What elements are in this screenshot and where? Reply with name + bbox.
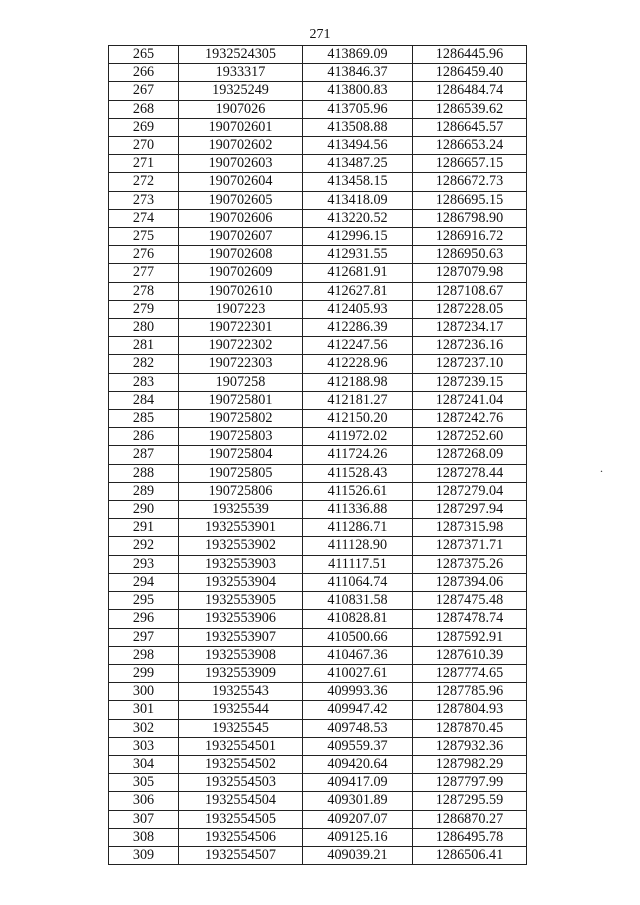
point-code-cell: 1932554506	[179, 828, 303, 846]
point-number-cell: 282	[109, 355, 179, 373]
y-coordinate-cell: 1287797.99	[413, 774, 527, 792]
x-coordinate-cell: 409947.42	[303, 701, 413, 719]
point-number-cell: 301	[109, 701, 179, 719]
table-body	[109, 46, 527, 865]
point-code-cell: 1932553903	[179, 555, 303, 573]
y-coordinate-cell: 1287315.98	[413, 519, 527, 537]
point-number-cell: 305	[109, 774, 179, 792]
point-number-cell: 276	[109, 246, 179, 264]
x-coordinate-cell: 412228.96	[303, 355, 413, 373]
table-row	[109, 319, 527, 337]
table-row	[109, 282, 527, 300]
y-coordinate-cell: 1286459.40	[413, 64, 527, 82]
table-row	[109, 828, 527, 846]
y-coordinate-cell: 1286495.78	[413, 828, 527, 846]
y-coordinate-cell: 1287108.67	[413, 282, 527, 300]
point-number-cell: 269	[109, 118, 179, 136]
x-coordinate-cell: 409559.37	[303, 737, 413, 755]
y-coordinate-cell: 1287932.36	[413, 737, 527, 755]
coordinates-table	[108, 45, 527, 865]
y-coordinate-cell: 1287278.44	[413, 464, 527, 482]
point-code-cell: 190702606	[179, 209, 303, 227]
x-coordinate-cell: 411064.74	[303, 573, 413, 591]
y-coordinate-cell: 1287279.04	[413, 482, 527, 500]
table-row	[109, 82, 527, 100]
x-coordinate-cell: 413418.09	[303, 191, 413, 209]
point-code-cell: 190725804	[179, 446, 303, 464]
table-row	[109, 337, 527, 355]
y-coordinate-cell: 1286672.73	[413, 173, 527, 191]
x-coordinate-cell: 413458.15	[303, 173, 413, 191]
point-number-cell: 273	[109, 191, 179, 209]
table-row	[109, 300, 527, 318]
y-coordinate-cell: 1287375.26	[413, 555, 527, 573]
y-coordinate-cell: 1287475.48	[413, 592, 527, 610]
point-number-cell: 270	[109, 137, 179, 155]
point-number-cell: 268	[109, 100, 179, 118]
table-row	[109, 683, 527, 701]
y-coordinate-cell: 1286695.15	[413, 191, 527, 209]
x-coordinate-cell: 409993.36	[303, 683, 413, 701]
y-coordinate-cell: 1287610.39	[413, 646, 527, 664]
x-coordinate-cell: 409748.53	[303, 719, 413, 737]
table-row	[109, 846, 527, 864]
table-row	[109, 228, 527, 246]
point-number-cell: 265	[109, 46, 179, 64]
x-coordinate-cell: 412405.93	[303, 300, 413, 318]
point-code-cell: 1932554501	[179, 737, 303, 755]
point-code-cell: 190702603	[179, 155, 303, 173]
point-number-cell: 298	[109, 646, 179, 664]
x-coordinate-cell: 413846.37	[303, 64, 413, 82]
point-number-cell: 300	[109, 683, 179, 701]
point-number-cell: 290	[109, 501, 179, 519]
y-coordinate-cell: 1287228.05	[413, 300, 527, 318]
y-coordinate-cell: 1286798.90	[413, 209, 527, 227]
y-coordinate-cell: 1287239.15	[413, 373, 527, 391]
point-number-cell: 291	[109, 519, 179, 537]
table-row	[109, 810, 527, 828]
x-coordinate-cell: 413487.25	[303, 155, 413, 173]
table-row	[109, 501, 527, 519]
y-coordinate-cell: 1286484.74	[413, 82, 527, 100]
x-coordinate-cell: 411972.02	[303, 428, 413, 446]
point-number-cell: 285	[109, 410, 179, 428]
table-row	[109, 646, 527, 664]
table-row	[109, 537, 527, 555]
table-row	[109, 774, 527, 792]
table-row	[109, 464, 527, 482]
point-number-cell: 288	[109, 464, 179, 482]
x-coordinate-cell: 412681.91	[303, 264, 413, 282]
point-code-cell: 190725803	[179, 428, 303, 446]
table-row	[109, 664, 527, 682]
y-coordinate-cell: 1287237.10	[413, 355, 527, 373]
table-row	[109, 792, 527, 810]
point-number-cell: 275	[109, 228, 179, 246]
table-row	[109, 173, 527, 191]
x-coordinate-cell: 412931.55	[303, 246, 413, 264]
point-number-cell: 278	[109, 282, 179, 300]
point-number-cell: 267	[109, 82, 179, 100]
point-code-cell: 190702602	[179, 137, 303, 155]
x-coordinate-cell: 410467.36	[303, 646, 413, 664]
y-coordinate-cell: 1287394.06	[413, 573, 527, 591]
point-code-cell: 190702605	[179, 191, 303, 209]
x-coordinate-cell: 409207.07	[303, 810, 413, 828]
point-number-cell: 272	[109, 173, 179, 191]
y-coordinate-cell: 1286916.72	[413, 228, 527, 246]
point-number-cell: 284	[109, 391, 179, 409]
point-code-cell: 1907258	[179, 373, 303, 391]
y-coordinate-cell: 1286506.41	[413, 846, 527, 864]
y-coordinate-cell: 1287774.65	[413, 664, 527, 682]
point-code-cell: 190725805	[179, 464, 303, 482]
table-row	[109, 118, 527, 136]
table-row	[109, 137, 527, 155]
point-number-cell: 274	[109, 209, 179, 227]
point-number-cell: 295	[109, 592, 179, 610]
x-coordinate-cell: 410027.61	[303, 664, 413, 682]
x-coordinate-cell: 412627.81	[303, 282, 413, 300]
point-code-cell: 1932554505	[179, 810, 303, 828]
table-row	[109, 155, 527, 173]
y-coordinate-cell: 1286445.96	[413, 46, 527, 64]
point-code-cell: 1932553909	[179, 664, 303, 682]
point-code-cell: 1932553905	[179, 592, 303, 610]
x-coordinate-cell: 409420.64	[303, 755, 413, 773]
point-code-cell: 1932554502	[179, 755, 303, 773]
point-code-cell: 190702610	[179, 282, 303, 300]
x-coordinate-cell: 413494.56	[303, 137, 413, 155]
point-number-cell: 277	[109, 264, 179, 282]
table-row	[109, 428, 527, 446]
point-code-cell: 19325544	[179, 701, 303, 719]
x-coordinate-cell: 411336.88	[303, 501, 413, 519]
y-coordinate-cell: 1287295.59	[413, 792, 527, 810]
point-code-cell: 19325545	[179, 719, 303, 737]
x-coordinate-cell: 410500.66	[303, 628, 413, 646]
point-code-cell: 1932553904	[179, 573, 303, 591]
point-code-cell: 190702608	[179, 246, 303, 264]
point-code-cell: 1932554507	[179, 846, 303, 864]
point-number-cell: 294	[109, 573, 179, 591]
y-coordinate-cell: 1287234.17	[413, 319, 527, 337]
x-coordinate-cell: 412188.98	[303, 373, 413, 391]
y-coordinate-cell: 1286539.62	[413, 100, 527, 118]
y-coordinate-cell: 1287982.29	[413, 755, 527, 773]
x-coordinate-cell: 411286.71	[303, 519, 413, 537]
point-number-cell: 287	[109, 446, 179, 464]
page-number: 271	[309, 27, 331, 42]
table-row	[109, 246, 527, 264]
table-row	[109, 628, 527, 646]
x-coordinate-cell: 412996.15	[303, 228, 413, 246]
y-coordinate-cell: 1286645.57	[413, 118, 527, 136]
x-coordinate-cell: 409039.21	[303, 846, 413, 864]
x-coordinate-cell: 412181.27	[303, 391, 413, 409]
x-coordinate-cell: 411117.51	[303, 555, 413, 573]
table-row	[109, 592, 527, 610]
x-coordinate-cell: 409125.16	[303, 828, 413, 846]
point-number-cell: 309	[109, 846, 179, 864]
x-coordinate-cell: 412286.39	[303, 319, 413, 337]
y-coordinate-cell: 1287242.76	[413, 410, 527, 428]
point-code-cell: 190702609	[179, 264, 303, 282]
table-row	[109, 555, 527, 573]
x-coordinate-cell: 410831.58	[303, 592, 413, 610]
y-coordinate-cell: 1286653.24	[413, 137, 527, 155]
y-coordinate-cell: 1287592.91	[413, 628, 527, 646]
point-number-cell: 280	[109, 319, 179, 337]
x-coordinate-cell: 411528.43	[303, 464, 413, 482]
y-coordinate-cell: 1287297.94	[413, 501, 527, 519]
table-row	[109, 701, 527, 719]
x-coordinate-cell: 413220.52	[303, 209, 413, 227]
table-row	[109, 355, 527, 373]
point-code-cell: 1932553908	[179, 646, 303, 664]
x-coordinate-cell: 413508.88	[303, 118, 413, 136]
x-coordinate-cell: 413705.96	[303, 100, 413, 118]
table-row	[109, 410, 527, 428]
point-number-cell: 297	[109, 628, 179, 646]
y-coordinate-cell: 1287371.71	[413, 537, 527, 555]
point-code-cell: 19325543	[179, 683, 303, 701]
y-coordinate-cell: 1286950.63	[413, 246, 527, 264]
point-code-cell: 1932554504	[179, 792, 303, 810]
table-row	[109, 755, 527, 773]
y-coordinate-cell: 1287870.45	[413, 719, 527, 737]
x-coordinate-cell: 410828.81	[303, 610, 413, 628]
point-number-cell: 289	[109, 482, 179, 500]
stray-mark: .	[600, 461, 603, 475]
point-code-cell: 19325539	[179, 501, 303, 519]
x-coordinate-cell: 411526.61	[303, 482, 413, 500]
point-code-cell: 190722302	[179, 337, 303, 355]
table-row	[109, 209, 527, 227]
y-coordinate-cell: 1286870.27	[413, 810, 527, 828]
table-row	[109, 64, 527, 82]
point-code-cell: 1907223	[179, 300, 303, 318]
point-code-cell: 190722301	[179, 319, 303, 337]
point-code-cell: 1932554503	[179, 774, 303, 792]
point-number-cell: 286	[109, 428, 179, 446]
point-number-cell: 306	[109, 792, 179, 810]
table-row	[109, 100, 527, 118]
y-coordinate-cell: 1287236.16	[413, 337, 527, 355]
point-code-cell: 190725801	[179, 391, 303, 409]
table-row	[109, 737, 527, 755]
point-number-cell: 266	[109, 64, 179, 82]
x-coordinate-cell: 412150.20	[303, 410, 413, 428]
point-number-cell: 302	[109, 719, 179, 737]
x-coordinate-cell: 413800.83	[303, 82, 413, 100]
point-code-cell: 190725806	[179, 482, 303, 500]
point-code-cell: 1933317	[179, 64, 303, 82]
point-code-cell: 19325249	[179, 82, 303, 100]
table-row	[109, 573, 527, 591]
point-code-cell: 1932553907	[179, 628, 303, 646]
point-number-cell: 293	[109, 555, 179, 573]
point-code-cell: 190702604	[179, 173, 303, 191]
point-code-cell: 1932524305	[179, 46, 303, 64]
point-code-cell: 1907026	[179, 100, 303, 118]
point-number-cell: 281	[109, 337, 179, 355]
y-coordinate-cell: 1287785.96	[413, 683, 527, 701]
point-number-cell: 304	[109, 755, 179, 773]
y-coordinate-cell: 1287079.98	[413, 264, 527, 282]
x-coordinate-cell: 409417.09	[303, 774, 413, 792]
point-code-cell: 190722303	[179, 355, 303, 373]
y-coordinate-cell: 1287268.09	[413, 446, 527, 464]
point-number-cell: 303	[109, 737, 179, 755]
point-number-cell: 307	[109, 810, 179, 828]
y-coordinate-cell: 1287478.74	[413, 610, 527, 628]
x-coordinate-cell: 411724.26	[303, 446, 413, 464]
point-number-cell: 279	[109, 300, 179, 318]
table-row	[109, 264, 527, 282]
table-row	[109, 610, 527, 628]
table-row	[109, 391, 527, 409]
point-number-cell: 299	[109, 664, 179, 682]
point-number-cell: 308	[109, 828, 179, 846]
point-number-cell: 283	[109, 373, 179, 391]
table-row	[109, 46, 527, 64]
y-coordinate-cell: 1287252.60	[413, 428, 527, 446]
point-number-cell: 292	[109, 537, 179, 555]
point-code-cell: 1932553906	[179, 610, 303, 628]
point-code-cell: 190702601	[179, 118, 303, 136]
y-coordinate-cell: 1287241.04	[413, 391, 527, 409]
table-row	[109, 719, 527, 737]
point-code-cell: 1932553902	[179, 537, 303, 555]
table-row	[109, 446, 527, 464]
point-code-cell: 190725802	[179, 410, 303, 428]
y-coordinate-cell: 1287804.93	[413, 701, 527, 719]
x-coordinate-cell: 413869.09	[303, 46, 413, 64]
x-coordinate-cell: 411128.90	[303, 537, 413, 555]
y-coordinate-cell: 1286657.15	[413, 155, 527, 173]
table-row	[109, 373, 527, 391]
point-number-cell: 271	[109, 155, 179, 173]
point-code-cell: 190702607	[179, 228, 303, 246]
point-code-cell: 1932553901	[179, 519, 303, 537]
table-row	[109, 482, 527, 500]
x-coordinate-cell: 412247.56	[303, 337, 413, 355]
x-coordinate-cell: 409301.89	[303, 792, 413, 810]
table-row	[109, 191, 527, 209]
point-number-cell: 296	[109, 610, 179, 628]
table-row	[109, 519, 527, 537]
